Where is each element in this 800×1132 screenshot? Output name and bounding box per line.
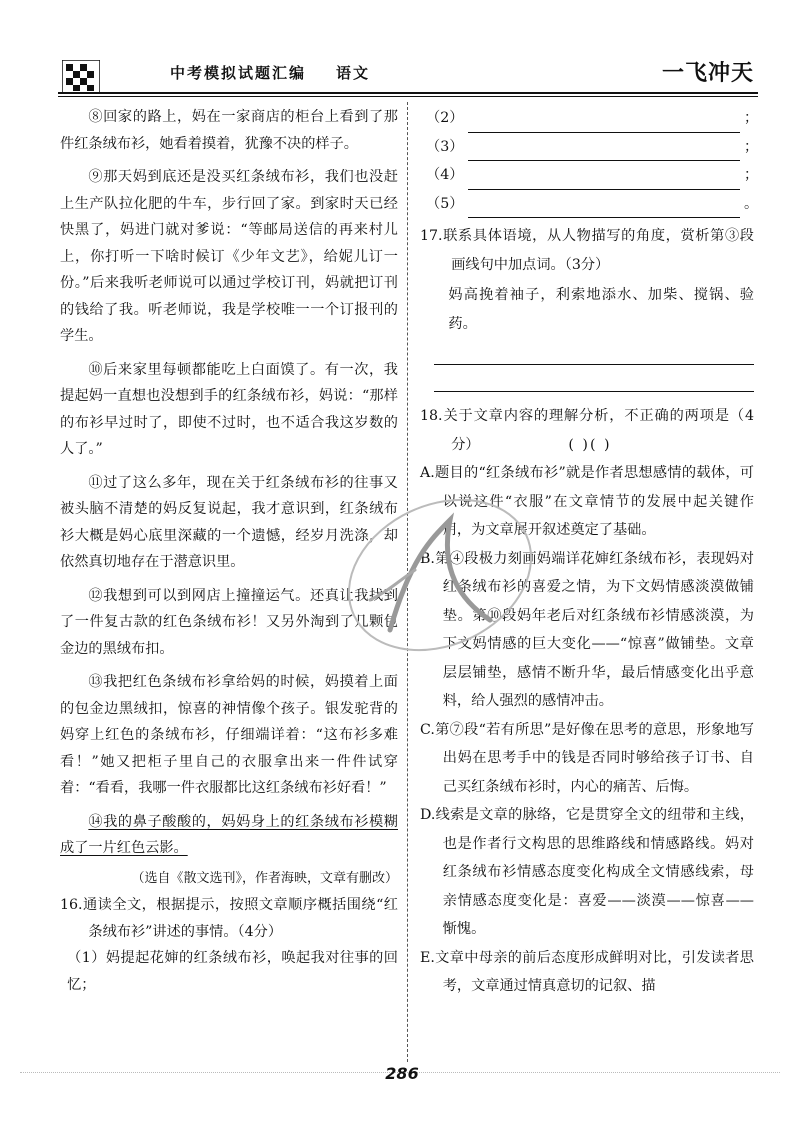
option-b: B.第④段极力刻画妈端详花婶红条绒布衫，表现妈对红条绒布衫的喜爱之情，为下文妈情感淡漠做铺垫。第⑩段妈年老后对红条绒布衫情感淡漠，为下文妈情感的巨大变化——“惊喜”做铺垫。文章层层铺垫，感情不断升华，最后情感变化出乎意料，给人强烈的感情冲击。 <box>420 550 754 709</box>
blank-number: （2） <box>426 110 464 126</box>
answer-line[interactable] <box>468 199 740 218</box>
header-rule-thin <box>58 96 758 97</box>
paragraph-10: ⑩后来家里每顿都能吃上白面馍了。有一次，我提起妈一直想也没想到手的红条绒布衫，妈说：“那样的布衫早过时了，即使不过时，也不适合我这岁数的人了。” <box>60 361 398 457</box>
blank-number: （4） <box>426 167 464 183</box>
answer-line[interactable] <box>468 142 740 161</box>
question-16-item-1: （1）妈提起花婶的红条绒布衫，唤起我对往事的回忆； <box>67 950 398 993</box>
question-17-quote: 妈高挽着袖子，利索地添水、加柴、搅锅、验药。 <box>448 287 754 332</box>
paragraph-8: ⑧回家的路上，妈在一家商店的柜台上看到了那件红条绒布衫，她看着摸着，犹豫不决的样子。 <box>60 109 398 152</box>
option-a: A.题目的“红条绒布衫”就是作者思想感情的载体，可以说这件“衣服”在文章情节的发展中起关键作用，为文章展开叙述奠定了基础。 <box>420 465 754 538</box>
answer-blank-5[interactable] <box>420 190 759 219</box>
answer-parens[interactable]: ( )( ) <box>568 436 612 453</box>
answer-line[interactable] <box>468 171 740 190</box>
paragraph-9: ⑨那天妈到底还是没买红条绒布衫，我们也没赶上生产队拉化肥的牛车，步行回了家。到家时天已经快黑了，妈进门就对爹说：“等邮局送信的再来村儿上，你打听一下啥时候订《少年文艺》，给妮儿订一份。”后来我听老师说可以通过学校订刊，妈就把订刊的钱给了我。听老师说，我是学校唯一一个订报刊的学生。 <box>60 169 398 344</box>
option-e: E.文章中母亲的前后态度形成鲜明对比，引发读者思考，文章通过情真意切的记叙、描 <box>420 949 754 994</box>
answer-line-17b[interactable] <box>434 369 754 392</box>
question-17: 17.联系具体语境，从人物描写的角度，赏析第③段画线句中加点词。（3分） <box>420 228 754 273</box>
answer-blank-3[interactable] <box>420 133 759 162</box>
paragraph-13: ⑬我把红色条绒布衫拿给妈的时候，妈摸着上面的包金边黑绒扣，惊喜的神情像个孩子。银发驼背的妈穿上红色的条绒布衫，仔细端详着：“这布衫多难看！”她又把柜子里自己的衣服拿出来一件件试穿着：“看看，我哪一件衣服都比这红条绒布衫好看！” <box>60 674 398 796</box>
page-header <box>58 58 758 100</box>
paragraph-12: ⑫我想到可以到网店上撞撞运气。还真让我找到了一件复古款的红色条绒布衫！又另外淘到了几颗包金边的黑绒布扣。 <box>60 587 398 657</box>
page-number: 286 <box>385 1064 419 1083</box>
right-column <box>420 104 759 1001</box>
answer-blank-4[interactable] <box>420 161 759 190</box>
header-rule <box>58 92 758 94</box>
option-c: C.第⑦段“若有所思”是好像在思考的意思，形象地写出妈在思考手中的钱是否同时够给孩子订书、自己买红条绒布衫时，内心的痛苦、后悔。 <box>420 721 754 795</box>
left-column <box>60 104 398 998</box>
paragraph-14: ⑭我的鼻子酸酸的，妈妈身上的红条绒布衫模糊成了一片红色云影。 <box>60 813 398 856</box>
question-18-text: 18.关于文章内容的理解分析，不正确的两项是（4分） <box>420 408 754 453</box>
answer-line[interactable] <box>468 114 740 133</box>
source-note: （选自《散文选刊》，作者海映，文章有删改） <box>131 870 398 886</box>
brand-logo: 一飞冲天 <box>661 61 754 86</box>
option-d: D.线索是文章的脉络，它是贯穿全文的纽带和主线，也是作者行文构思的思维路线和情感路线。妈对红条绒布衫情感态度变化构成全文情感线索，母亲情感态度变化是：喜爱——淡漠——惊喜——惭愧。 <box>420 807 754 937</box>
blank-end-mark: ； <box>744 167 759 183</box>
subject-label: 语文 <box>336 64 371 82</box>
blank-number: （5） <box>426 195 464 212</box>
book-title: 中考模拟试题汇编 <box>170 64 307 82</box>
blank-end-mark: ； <box>744 110 759 126</box>
answer-line-17a[interactable] <box>434 342 754 365</box>
question-16: 16.通读全文，根据提示，按照文章顺序概括围绕“红条绒布衫”讲述的事情。（4分） <box>60 897 398 940</box>
blank-end-mark: 。 <box>744 195 759 212</box>
blank-end-mark: ； <box>744 138 759 155</box>
answer-blank-2[interactable] <box>420 104 759 133</box>
blank-number: （3） <box>426 138 464 155</box>
paragraph-11: ⑪过了这么多年，现在关于红条绒布衫的往事又被头脑不清楚的妈反复说起，我才意识到，红条绒布衫大概是妈心底里深藏的一个遗憾，经岁月洗涤，却依然真切地存在于潜意识里。 <box>60 474 398 570</box>
question-18 <box>420 402 754 459</box>
column-divider <box>407 102 408 1062</box>
checker-logo-icon <box>62 60 100 94</box>
